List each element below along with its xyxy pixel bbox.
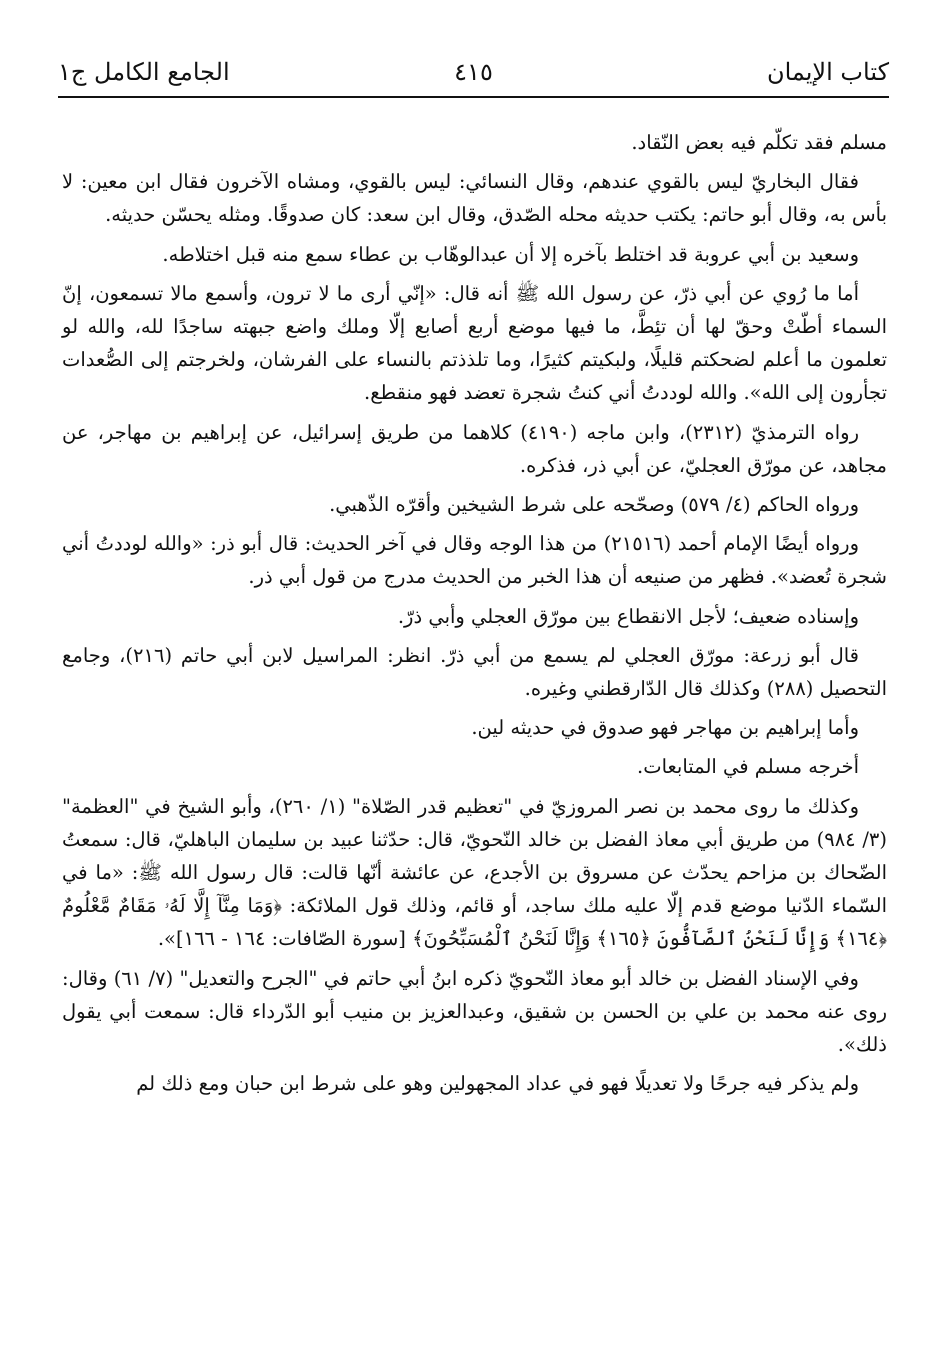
page-number: ٤١٥ — [454, 58, 493, 86]
paragraph: ولم يذكر فيه جرحًا ولا تعديلًا فهو في عداد المجهولين وهو على شرط ابن حبان ومع ذلك لم — [136, 1072, 859, 1096]
paragraph: مسلم فقد تكلّم فيه بعض النّقاد. — [631, 131, 887, 154]
paragraph: وفي الإسناد الفضل بن خالد أبو معاذ النّحويّ ذكره ابنُ أبي حاتم في "الجرح والتعديل" (٧/ ٦١) وقال: روى عنه محمد بن علي بن الحسن بن شقيق، وعبدالعزيز بن منيب أبو الدّرداء قال: سمعت أبي يقول ذلك». — [62, 966, 887, 1057]
paragraph: ورواه أيضًا الإمام أحمد (٢١٥١٦) من هذا الوجه وقال في آخر الحديث: قال أبو ذر: «والله لوددتُ أني شجرة تُعضد». فظهر من صنيعه أن هذا الخبر من الحديث مدرج من قول أبي ذر. — [62, 532, 887, 589]
paragraph: وسعيد بن أبي عروبة قد اختلط بآخره إلا أن عبدالوهّاب بن عطاء سمع منه قبل اختلاطه. — [162, 242, 859, 266]
page-body — [62, 126, 887, 1106]
paragraph: ورواه الحاكم (٤/ ٥٧٩) وصحّحه على شرط الشيخين وأقرّه الذّهبي. — [329, 493, 859, 517]
paragraph: وكذلك ما روى محمد بن نصر المروزيّ في "تعظيم قدر الصّلاة" (١/ ٢٦٠)، وأبو الشيخ في "العظمة" (٣/ ٩٨٤) من طريق أبي معاذ الفضل بن خالد النّحويّ، قال: حدّثنا عبيد بن سليمان الباهليّ، قال: سمعتُ الضّحاك بن مزاحم يحدّث عن مسروق بن الأجدع، عن عائشة أنّها قالت: قال رسول الله ﷺ: «ما في السّماء الدّنيا موضع قدم إلّا عليه ملك ساجد، أو قائم، وذلك قول الملائكة: ﴿وَمَا مِنَّآ إِلَّا لَهُۥ مَقَامٌ مَّعْلُومٌ ﴿١٦٤﴾ وَإِنَّا لَنَحْنُ ٱلصَّآفُّونَ ﴿١٦٥﴾ وَإِنَّا لَنَحْنُ ٱلْمُسَبِّحُونَ﴾ [سورة الصّافات: ١٦٤ - ١٦٦]». — [62, 794, 887, 951]
running-title: الجامع الكامل ج١ — [58, 58, 230, 86]
paragraph: وأما إبراهيم بن مهاجر فهو صدوق في حديثه لين. — [471, 716, 859, 740]
paragraph: وإسناده ضعيف؛ لأجل الانقطاع بين مورّق العجلي وأبي ذرّ. — [397, 604, 859, 628]
paragraph: أخرجه مسلم في المتابعات. — [637, 755, 859, 779]
paragraph: فقال البخاريّ ليس بالقوي عندهم، وقال النسائي: ليس بالقوي، ومشاه الآخرون فقال ابن معين: لا بأس به، وقال أبو حاتم: يكتب حديثه محله الصّدق، وقال ابن سعد: كان صدوقًا. ومثله يحسّن حديثه. — [62, 170, 887, 227]
paragraph: رواه الترمذيّ (٢٣١٢)، وابن ماجه (٤١٩٠) كلاهما من طريق إسرائيل، عن إبراهيم بن مهاجر، عن مجاهد، عن مورّق العجليّ، عن أبي ذر، فذكره. — [62, 420, 887, 477]
book-title: كتاب الإيمان — [766, 58, 889, 86]
page-header — [58, 52, 889, 92]
paragraph: قال أبو زرعة: مورّق العجلي لم يسمع من أبي ذرّ. انظر: المراسيل لابن أبي حاتم (٢١٦)، وجامع التحصيل (٢٨٨) وكذلك قال الدّارقطني وغيره. — [62, 643, 887, 701]
header-rule — [58, 96, 889, 98]
paragraph: أما ما رُوي عن أبي ذرّ، عن رسول الله ﷺ أنه قال: «إنّي أرى ما لا ترون، وأسمع مالا تسمعون، إنّ السماء أطّتْ وحقّ لها أن تئِطَّ، ما فيها موضع أربع أصابع إلّا وملك واضع جبهته ساجدًا لله، والله لو تعلمون ما أعلم لضحكتم قليلًا، ولبكيتم كثيرًا، وما تلذذتم بالنساء على الفرشان، ولخرجتم إلى الصُّعدات تجأرون إلى الله». والله لوددتُ أني كنتُ شجرة تعضد فهو منقطع. — [62, 281, 887, 405]
